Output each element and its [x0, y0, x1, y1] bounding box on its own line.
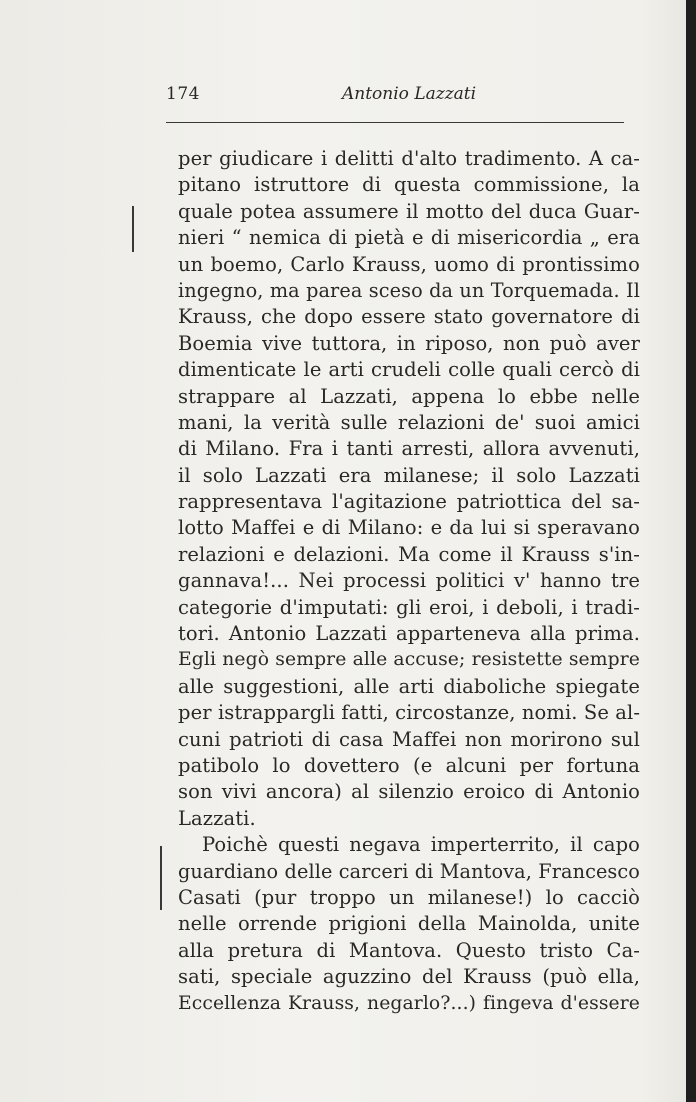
text-line: nelle orrende prigioni della Mainolda, unite	[178, 912, 640, 936]
text-line: mani, la verità sulle relazioni de' suoi amici	[178, 410, 640, 434]
margin-mark	[132, 206, 134, 252]
page-header	[166, 84, 622, 112]
text-line: per istrappargli fatti, circostanze, nomi. Se al-	[178, 701, 641, 725]
text-line: sati, speciale aguzzino del Krauss (può ella,	[178, 965, 640, 989]
text-line: un boemo, Carlo Krauss, uomo di prontissimo	[178, 252, 640, 276]
text-line: alle suggestioni, alle arti diaboliche spiegate	[178, 674, 640, 698]
text-line: Egli negò sempre alle accuse; resistette sempre	[178, 649, 640, 671]
text-line: Eccellenza Krauss, negarlo?...) fingeva d'essere	[178, 992, 640, 1014]
text-line: di Milano. Fra i tanti arresti, allora avvenuti,	[178, 437, 640, 461]
text-line: dimenticate le arti crudeli colle quali cercò di	[178, 358, 640, 382]
text-line: cuni patrioti di casa Maffei non morirono sul	[178, 727, 640, 751]
text-line: quale potea assumere il motto del duca Guar-	[178, 199, 640, 223]
text-line: Lazzati.	[178, 806, 256, 830]
text-line: rappresentava l'agitazione patriottica del sa-	[178, 490, 640, 514]
text-line: patibolo lo dovettero (e alcuni per fortuna	[178, 753, 640, 777]
body-text	[178, 146, 640, 1017]
text-line: ingegno, ma parea sceso da un Torquemada. Il	[178, 278, 640, 302]
text-line: per giudicare i delitti d'alto tradimento. A ca-	[178, 147, 640, 170]
text-line: nieri “ nemica di pietà e di misericordia „ era	[178, 226, 640, 250]
page-number: 174	[166, 84, 200, 104]
running-title: Antonio Lazzati	[342, 84, 477, 104]
margin-mark	[160, 846, 162, 910]
header-rule	[166, 122, 624, 123]
text-line: Casati (pur troppo un milanese!) lo cacciò	[178, 885, 640, 909]
text-line: son vivi ancora) al silenzio eroico di Antonio	[178, 780, 640, 804]
text-line: alla pretura di Mantova. Questo tristo Ca-	[178, 938, 640, 962]
text-line: il solo Lazzati era milanese; il solo Lazzati	[178, 463, 640, 487]
text-line: strappare al Lazzati, appena lo ebbe nelle	[178, 384, 640, 408]
text-line: gannava!... Nei processi politici v' hanno tre	[178, 569, 640, 593]
text-line: categorie d'imputati: gli eroi, i deboli, i tradi-	[178, 595, 640, 619]
page-edge-shadow	[686, 0, 696, 1102]
text-line: Poichè questi negava imperterrito, il capo	[202, 833, 640, 857]
text-line: Boemia vive tuttora, in riposo, non può aver	[178, 331, 640, 355]
text-line: relazioni e delazioni. Ma come il Krauss s'in-	[178, 542, 640, 566]
text-line: lotto Maffei e di Milano: e da lui si speravano	[178, 516, 640, 540]
text-line: tori. Antonio Lazzati apparteneva alla prima.	[178, 622, 640, 646]
text-line: guardiano delle carceri di Mantova, Francesco	[178, 859, 640, 883]
text-line: Krauss, che dopo essere stato governatore di	[178, 305, 640, 329]
text-line: pitano istruttore di questa commissione, la	[178, 173, 640, 197]
